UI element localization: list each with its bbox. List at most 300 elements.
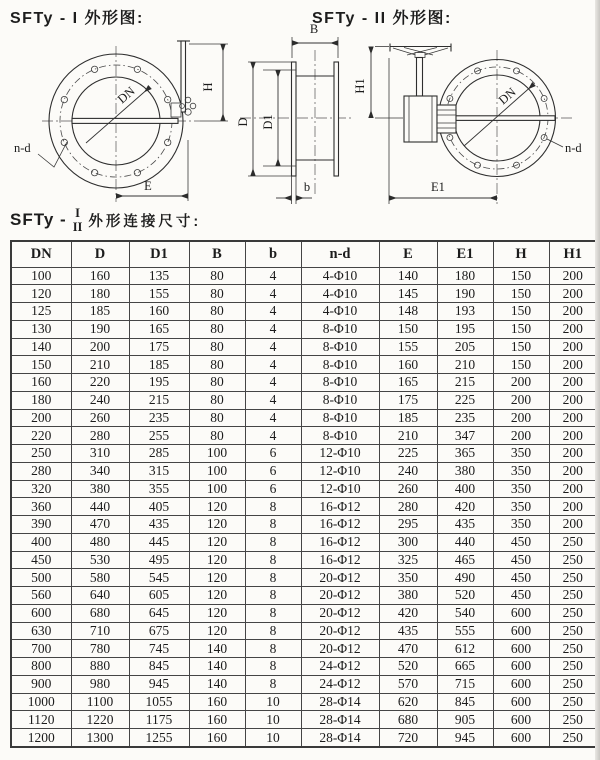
table-cell: 645 <box>129 604 189 622</box>
table-cell: 150 <box>493 356 549 374</box>
table-cell: 120 <box>189 587 245 605</box>
table-cell: 680 <box>71 604 129 622</box>
table-cell: 160 <box>189 711 245 729</box>
table-row <box>11 480 597 498</box>
table-cell: 195 <box>437 320 493 338</box>
table-cell: 210 <box>71 356 129 374</box>
caption-type-1: I <box>75 205 80 220</box>
table-cell: 540 <box>437 604 493 622</box>
table-cell: 580 <box>71 569 129 587</box>
table-cell: 4 <box>245 338 301 356</box>
table-cell: 700 <box>11 640 71 658</box>
table-cell: 1220 <box>71 711 129 729</box>
dim-h <box>189 44 228 121</box>
table-cell: 225 <box>379 445 437 463</box>
table-cell: 380 <box>379 587 437 605</box>
table-cell: 4 <box>245 303 301 321</box>
table-cell: 130 <box>11 320 71 338</box>
table-cell: 235 <box>129 409 189 427</box>
table-cell: 310 <box>71 445 129 463</box>
table-cell: 4 <box>245 320 301 338</box>
table-cell: 8 <box>245 516 301 534</box>
table-cell: 80 <box>189 427 245 445</box>
table-cell: 260 <box>71 409 129 427</box>
table-cell: 12-Φ10 <box>301 480 379 498</box>
table-cell: 148 <box>379 303 437 321</box>
table-cell: 600 <box>493 693 549 711</box>
table-cell: 1000 <box>11 693 71 711</box>
label-h1: H1 <box>353 78 367 94</box>
table-cell: 400 <box>11 533 71 551</box>
table-cell: 845 <box>437 693 493 711</box>
table-cell: 4 <box>245 391 301 409</box>
table-cell: 210 <box>437 356 493 374</box>
table-cell: 1100 <box>71 693 129 711</box>
table-row <box>11 569 597 587</box>
label-e1: E1 <box>431 180 445 194</box>
table-row <box>11 693 597 711</box>
sfty-1-front-view <box>14 41 228 202</box>
table-row <box>11 445 597 463</box>
table-cell: 16-Φ12 <box>301 498 379 516</box>
table-cell: 350 <box>493 480 549 498</box>
table-cell: 450 <box>493 551 549 569</box>
table-cell: 165 <box>129 320 189 338</box>
table-row <box>11 320 597 338</box>
table-cell: 8-Φ10 <box>301 391 379 409</box>
table-cell: 215 <box>437 374 493 392</box>
table-cell: 160 <box>71 267 129 285</box>
table-cell: 4-Φ10 <box>301 303 379 321</box>
table-cell: 80 <box>189 320 245 338</box>
table-cell: 220 <box>11 427 71 445</box>
column-header: E <box>379 241 437 267</box>
table-row <box>11 675 597 693</box>
table-cell: 490 <box>437 569 493 587</box>
table-cell: 435 <box>129 516 189 534</box>
table-cell: 500 <box>11 569 71 587</box>
table-cell: 800 <box>11 658 71 676</box>
table-cell: 16-Φ12 <box>301 516 379 534</box>
table-cell: 8 <box>245 551 301 569</box>
table-row <box>11 427 597 445</box>
table-cell: 720 <box>379 729 437 748</box>
table-cell: 250 <box>549 711 597 729</box>
table-cell: 200 <box>11 409 71 427</box>
table-row <box>11 356 597 374</box>
table-cell: 250 <box>549 640 597 658</box>
table-cell: 135 <box>129 267 189 285</box>
table-cell: 620 <box>379 693 437 711</box>
table-row <box>11 374 597 392</box>
table-cell: 24-Φ12 <box>301 675 379 693</box>
table-cell: 10 <box>245 729 301 748</box>
table-cell: 600 <box>493 640 549 658</box>
table-cell: 325 <box>379 551 437 569</box>
table-cell: 200 <box>493 427 549 445</box>
table-cell: 4 <box>245 356 301 374</box>
table-cell: 200 <box>71 338 129 356</box>
table-cell: 315 <box>129 462 189 480</box>
table-cell: 200 <box>549 462 597 480</box>
table-row <box>11 640 597 658</box>
table-cell: 200 <box>549 516 597 534</box>
table-cell: 295 <box>379 516 437 534</box>
column-header: D1 <box>129 241 189 267</box>
table-cell: 450 <box>11 551 71 569</box>
table-cell: 185 <box>379 409 437 427</box>
table-cell: 250 <box>549 533 597 551</box>
table-cell: 350 <box>493 462 549 480</box>
table-cell: 560 <box>11 587 71 605</box>
table-cell: 4 <box>245 409 301 427</box>
caption-suffix: 外形连接尺寸: <box>88 213 202 230</box>
table-cell: 16-Φ12 <box>301 533 379 551</box>
table-cell: 6 <box>245 462 301 480</box>
table-body <box>11 267 597 747</box>
table-cell: 1055 <box>129 693 189 711</box>
table-cell: 120 <box>189 604 245 622</box>
table-cell: 600 <box>493 658 549 676</box>
table-cell: 8 <box>245 640 301 658</box>
table-cell: 845 <box>129 658 189 676</box>
table-cell: 980 <box>71 675 129 693</box>
table-cell: 530 <box>71 551 129 569</box>
table-cell: 8-Φ10 <box>301 409 379 427</box>
table-cell: 360 <box>11 498 71 516</box>
table-cell: 150 <box>11 356 71 374</box>
table-cell: 350 <box>493 498 549 516</box>
table-cell: 1175 <box>129 711 189 729</box>
table-cell: 200 <box>549 320 597 338</box>
table-cell: 612 <box>437 640 493 658</box>
table-cell: 200 <box>493 391 549 409</box>
table-cell: 365 <box>437 445 493 463</box>
label-nd-right: n-d <box>565 141 582 155</box>
scan-edge-shadow <box>595 0 600 760</box>
table-cell: 8 <box>245 622 301 640</box>
table-cell: 440 <box>71 498 129 516</box>
table-cell: 495 <box>129 551 189 569</box>
table-cell: 255 <box>129 427 189 445</box>
table-row <box>11 551 597 569</box>
table-cell: 80 <box>189 409 245 427</box>
table-cell: 1300 <box>71 729 129 748</box>
table-cell: 80 <box>189 303 245 321</box>
table-cell: 440 <box>437 533 493 551</box>
table-cell: 250 <box>549 622 597 640</box>
table-cell: 20-Φ12 <box>301 604 379 622</box>
label-d1: D1 <box>261 114 275 130</box>
table-row <box>11 587 597 605</box>
table-cell: 24-Φ12 <box>301 658 379 676</box>
table-cell: 600 <box>493 604 549 622</box>
table-cell: 80 <box>189 374 245 392</box>
table-cell: 8 <box>245 498 301 516</box>
table-cell: 100 <box>189 445 245 463</box>
table-cell: 8-Φ10 <box>301 356 379 374</box>
table-cell: 675 <box>129 622 189 640</box>
table-cell: 280 <box>11 462 71 480</box>
column-header: H1 <box>549 241 597 267</box>
table-cell: 8 <box>245 587 301 605</box>
table-cell: 20-Φ12 <box>301 622 379 640</box>
caption-type-fraction <box>73 206 83 235</box>
table-cell: 80 <box>189 338 245 356</box>
dimension-table <box>10 240 598 748</box>
table-cell: 520 <box>437 587 493 605</box>
table-cell: 100 <box>189 480 245 498</box>
table-cell: 390 <box>11 516 71 534</box>
table-cell: 160 <box>11 374 71 392</box>
label-b-top: B <box>309 22 319 36</box>
table-cell: 150 <box>493 338 549 356</box>
table-cell: 200 <box>549 267 597 285</box>
table-cell: 160 <box>189 693 245 711</box>
table-cell: 520 <box>379 658 437 676</box>
table-cell: 100 <box>189 462 245 480</box>
table-cell: 80 <box>189 356 245 374</box>
table-cell: 8-Φ10 <box>301 320 379 338</box>
column-header: n-d <box>301 241 379 267</box>
table-cell: 250 <box>549 693 597 711</box>
handwheel-actuator <box>390 44 456 143</box>
table-cell: 680 <box>379 711 437 729</box>
table-cell: 340 <box>71 462 129 480</box>
table-cell: 80 <box>189 285 245 303</box>
table-cell: 150 <box>493 267 549 285</box>
table-cell: 6 <box>245 445 301 463</box>
table-cell: 945 <box>129 675 189 693</box>
table-cell: 435 <box>379 622 437 640</box>
table-cell: 16-Φ12 <box>301 551 379 569</box>
table-cell: 435 <box>437 516 493 534</box>
table-cell: 185 <box>71 303 129 321</box>
table-cell: 905 <box>437 711 493 729</box>
table-cell: 250 <box>549 658 597 676</box>
sfty-2-front-view <box>353 44 582 205</box>
caption-type-2: II <box>72 220 83 234</box>
table-cell: 193 <box>437 303 493 321</box>
table-row <box>11 267 597 285</box>
table-row <box>11 338 597 356</box>
table-row <box>11 711 597 729</box>
table-cell: 250 <box>549 551 597 569</box>
table-cell: 180 <box>11 391 71 409</box>
table-cell: 195 <box>129 374 189 392</box>
table-cell: 200 <box>549 498 597 516</box>
table-cell: 8-Φ10 <box>301 338 379 356</box>
table-cell: 155 <box>129 285 189 303</box>
table-cell: 347 <box>437 427 493 445</box>
table-cell: 250 <box>549 604 597 622</box>
label-h: H <box>201 82 215 92</box>
table-cell: 780 <box>71 640 129 658</box>
table-cell: 28-Φ14 <box>301 711 379 729</box>
table-cell: 285 <box>129 445 189 463</box>
table-cell: 120 <box>189 622 245 640</box>
table-cell: 225 <box>437 391 493 409</box>
table-cell: 240 <box>71 391 129 409</box>
table-row <box>11 516 597 534</box>
table-cell: 165 <box>379 374 437 392</box>
table-cell: 150 <box>379 320 437 338</box>
table-cell: 1120 <box>11 711 71 729</box>
table-cell: 710 <box>71 622 129 640</box>
table-cell: 8 <box>245 675 301 693</box>
table-cell: 20-Φ12 <box>301 569 379 587</box>
label-nd-left: n-d <box>14 141 31 155</box>
table-cell: 420 <box>379 604 437 622</box>
table-row <box>11 622 597 640</box>
dim-b-bottom <box>276 176 312 204</box>
table-cell: 450 <box>493 569 549 587</box>
table-cell: 200 <box>549 285 597 303</box>
table-cell: 200 <box>549 391 597 409</box>
table-cell: 12-Φ10 <box>301 462 379 480</box>
table-cell: 200 <box>549 409 597 427</box>
table-cell: 445 <box>129 533 189 551</box>
table-cell: 380 <box>437 462 493 480</box>
table-cell: 280 <box>71 427 129 445</box>
table-cell: 4 <box>245 285 301 303</box>
table-cell: 100 <box>11 267 71 285</box>
table-cell: 465 <box>437 551 493 569</box>
table-cell: 600 <box>493 675 549 693</box>
table-cell: 200 <box>493 374 549 392</box>
table-cell: 125 <box>11 303 71 321</box>
drawing-title-sfty-1: SFTy - I 外形图: <box>10 10 144 27</box>
table-cell: 8 <box>245 604 301 622</box>
label-d: D <box>236 117 250 127</box>
table-cell: 120 <box>189 498 245 516</box>
table-cell: 190 <box>71 320 129 338</box>
table-cell: 120 <box>189 569 245 587</box>
table-cell: 355 <box>129 480 189 498</box>
label-dn-left: DN <box>114 83 138 107</box>
table-cell: 205 <box>437 338 493 356</box>
table-cell: 180 <box>71 285 129 303</box>
table-cell: 450 <box>493 533 549 551</box>
table-cell: 10 <box>245 711 301 729</box>
table-cell: 4-Φ10 <box>301 285 379 303</box>
table-cell: 150 <box>493 285 549 303</box>
table-cell: 1255 <box>129 729 189 748</box>
table-cell: 400 <box>437 480 493 498</box>
table-cell: 250 <box>549 729 597 748</box>
valve-shaft <box>72 118 178 123</box>
table-row <box>11 391 597 409</box>
table-cell: 570 <box>379 675 437 693</box>
table-row <box>11 729 597 748</box>
table-cell: 175 <box>129 338 189 356</box>
table-cell: 200 <box>549 427 597 445</box>
table-cell: 190 <box>437 285 493 303</box>
table-cell: 12-Φ10 <box>301 445 379 463</box>
table-cell: 600 <box>11 604 71 622</box>
table-row <box>11 498 597 516</box>
caption-prefix: SFTy - <box>10 210 67 229</box>
table-cell: 175 <box>379 391 437 409</box>
table-cell: 200 <box>493 409 549 427</box>
drawing-title-sfty-2: SFTy - II 外形图: <box>312 10 452 27</box>
column-header: b <box>245 241 301 267</box>
table-cell: 28-Φ14 <box>301 693 379 711</box>
table-cell: 155 <box>379 338 437 356</box>
table-cell: 350 <box>379 569 437 587</box>
table-cell: 470 <box>379 640 437 658</box>
table-cell: 260 <box>379 480 437 498</box>
table-cell: 160 <box>379 356 437 374</box>
column-header: H <box>493 241 549 267</box>
table-cell: 250 <box>11 445 71 463</box>
table-cell: 200 <box>549 338 597 356</box>
table-cell: 240 <box>379 462 437 480</box>
lever-handle <box>171 41 196 117</box>
table-cell: 28-Φ14 <box>301 729 379 748</box>
table-cell: 640 <box>71 587 129 605</box>
column-header: DN <box>11 241 71 267</box>
table-cell: 140 <box>189 658 245 676</box>
table-cell: 200 <box>549 480 597 498</box>
table-cell: 8 <box>245 533 301 551</box>
table-cell: 280 <box>379 498 437 516</box>
label-e: E <box>144 179 152 193</box>
side-view <box>236 22 352 204</box>
table-cell: 1200 <box>11 729 71 748</box>
table-cell: 80 <box>189 391 245 409</box>
table-cell: 200 <box>549 445 597 463</box>
table-cell: 450 <box>493 587 549 605</box>
table-cell: 160 <box>189 729 245 748</box>
table-cell: 545 <box>129 569 189 587</box>
table-cell: 665 <box>437 658 493 676</box>
table-cell: 4 <box>245 427 301 445</box>
table-cell: 140 <box>379 267 437 285</box>
table-cell: 4 <box>245 374 301 392</box>
table-row <box>11 658 597 676</box>
table-cell: 140 <box>189 675 245 693</box>
table-cell: 180 <box>437 267 493 285</box>
label-b-bottom: b <box>303 180 311 194</box>
table-cell: 605 <box>129 587 189 605</box>
table-row <box>11 409 597 427</box>
table-row <box>11 533 597 551</box>
table-cell: 715 <box>437 675 493 693</box>
table-cell: 380 <box>71 480 129 498</box>
table-cell: 20-Φ12 <box>301 640 379 658</box>
table-cell: 600 <box>493 711 549 729</box>
table-cell: 185 <box>129 356 189 374</box>
table-cell: 4-Φ10 <box>301 267 379 285</box>
table-header-row <box>11 241 597 267</box>
table-cell: 120 <box>189 516 245 534</box>
table-cell: 630 <box>11 622 71 640</box>
table-cell: 235 <box>437 409 493 427</box>
table-cell: 600 <box>493 622 549 640</box>
table-cell: 8-Φ10 <box>301 374 379 392</box>
table-cell: 20-Φ12 <box>301 587 379 605</box>
table-cell: 470 <box>71 516 129 534</box>
table-cell: 210 <box>379 427 437 445</box>
table-cell: 160 <box>129 303 189 321</box>
table-cell: 250 <box>549 675 597 693</box>
table-row <box>11 604 597 622</box>
table-cell: 880 <box>71 658 129 676</box>
label-dn-right: DN <box>495 84 519 108</box>
table-cell: 350 <box>493 516 549 534</box>
column-header: D <box>71 241 129 267</box>
